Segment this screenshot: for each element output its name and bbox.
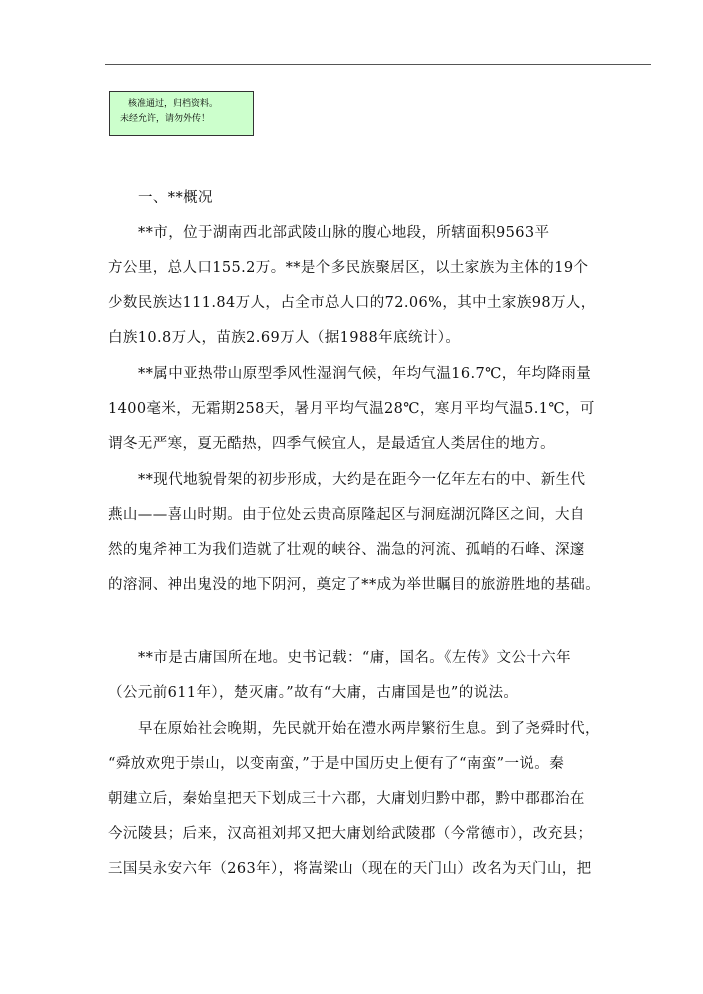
paragraph-line: 今沅陵县；后来，汉高祖刘邦又把大庸划给武陵郡（今常德市），改充县；: [108, 826, 593, 842]
paragraph-line: 1400毫米，无霜期258天，暑月平均气温28℃，寒月平均气温5.1℃，可: [108, 401, 595, 417]
approval-notice-box: [109, 91, 254, 136]
section-heading: 一、**概况: [138, 190, 213, 206]
paragraph-line: 少数民族达111.84万人，占全市总人口的72.06%，其中土家族98万人，: [108, 295, 596, 311]
paragraph-line: 朝建立后，秦始皇把天下划成三十六郡，大庸划归黔中郡，黔中郡郡治在: [108, 791, 585, 807]
paragraph-line: 然的鬼斧神工为我们造就了壮观的峡谷、湍急的河流、孤峭的石峰、深邃: [108, 542, 585, 558]
paragraph-line: **现代地貌骨架的初步形成，大约是在距今一亿年左右的中、新生代: [138, 472, 586, 488]
paragraph-line: **市，位于湖南西北部武陵山脉的腹心地段，所辖面积9563平: [138, 225, 550, 241]
paragraph-line: （公元前611年），楚灭庸。”故有“大庸，古庸国是也”的说法。: [108, 685, 519, 701]
notice-line-approved: 核准通过，归档资料。: [128, 99, 219, 109]
paragraph-line: **属中亚热带山原型季风性湿润气候，年均气温16.7℃，年均降雨量: [138, 366, 592, 382]
paragraph-line: 方公里，总人口155.2万。**是个多民族聚居区，以土家族为主体的19个: [108, 260, 589, 276]
header-rule: [105, 64, 651, 65]
paragraph-line: 白族10.8万人，苗族2.69万人（据1988年底统计）。: [108, 330, 461, 346]
paragraph-line: “舜放欢兜于崇山，以变南蛮，”于是中国历史上便有了“南蛮”一说。秦: [108, 756, 565, 772]
paragraph-line: 三国吴永安六年（263年），将嵩梁山（现在的天门山）改名为天门山，把: [108, 861, 592, 877]
paragraph-line: **市是古庸国所在地。史书记载：“庸，国名。《左传》文公十六年: [138, 650, 572, 666]
paragraph-line: 燕山——喜山时期。由于位处云贵高原隆起区与洞庭湖沉降区之间，大自: [108, 507, 585, 523]
notice-line-no-distribution: 未经允许，请勿外传！: [120, 114, 211, 124]
paragraph-line: 早在原始社会晚期，先民就开始在澧水两岸繁衍生息。到了尧舜时代，: [138, 721, 600, 737]
paragraph-line: 的溶洞、神出鬼没的地下阴河，奠定了**成为举世瞩目的旅游胜地的基础。: [108, 577, 601, 593]
paragraph-line: 谓冬无严寒，夏无酷热，四季气候宜人，是最适宜人类居住的地方。: [108, 436, 555, 452]
